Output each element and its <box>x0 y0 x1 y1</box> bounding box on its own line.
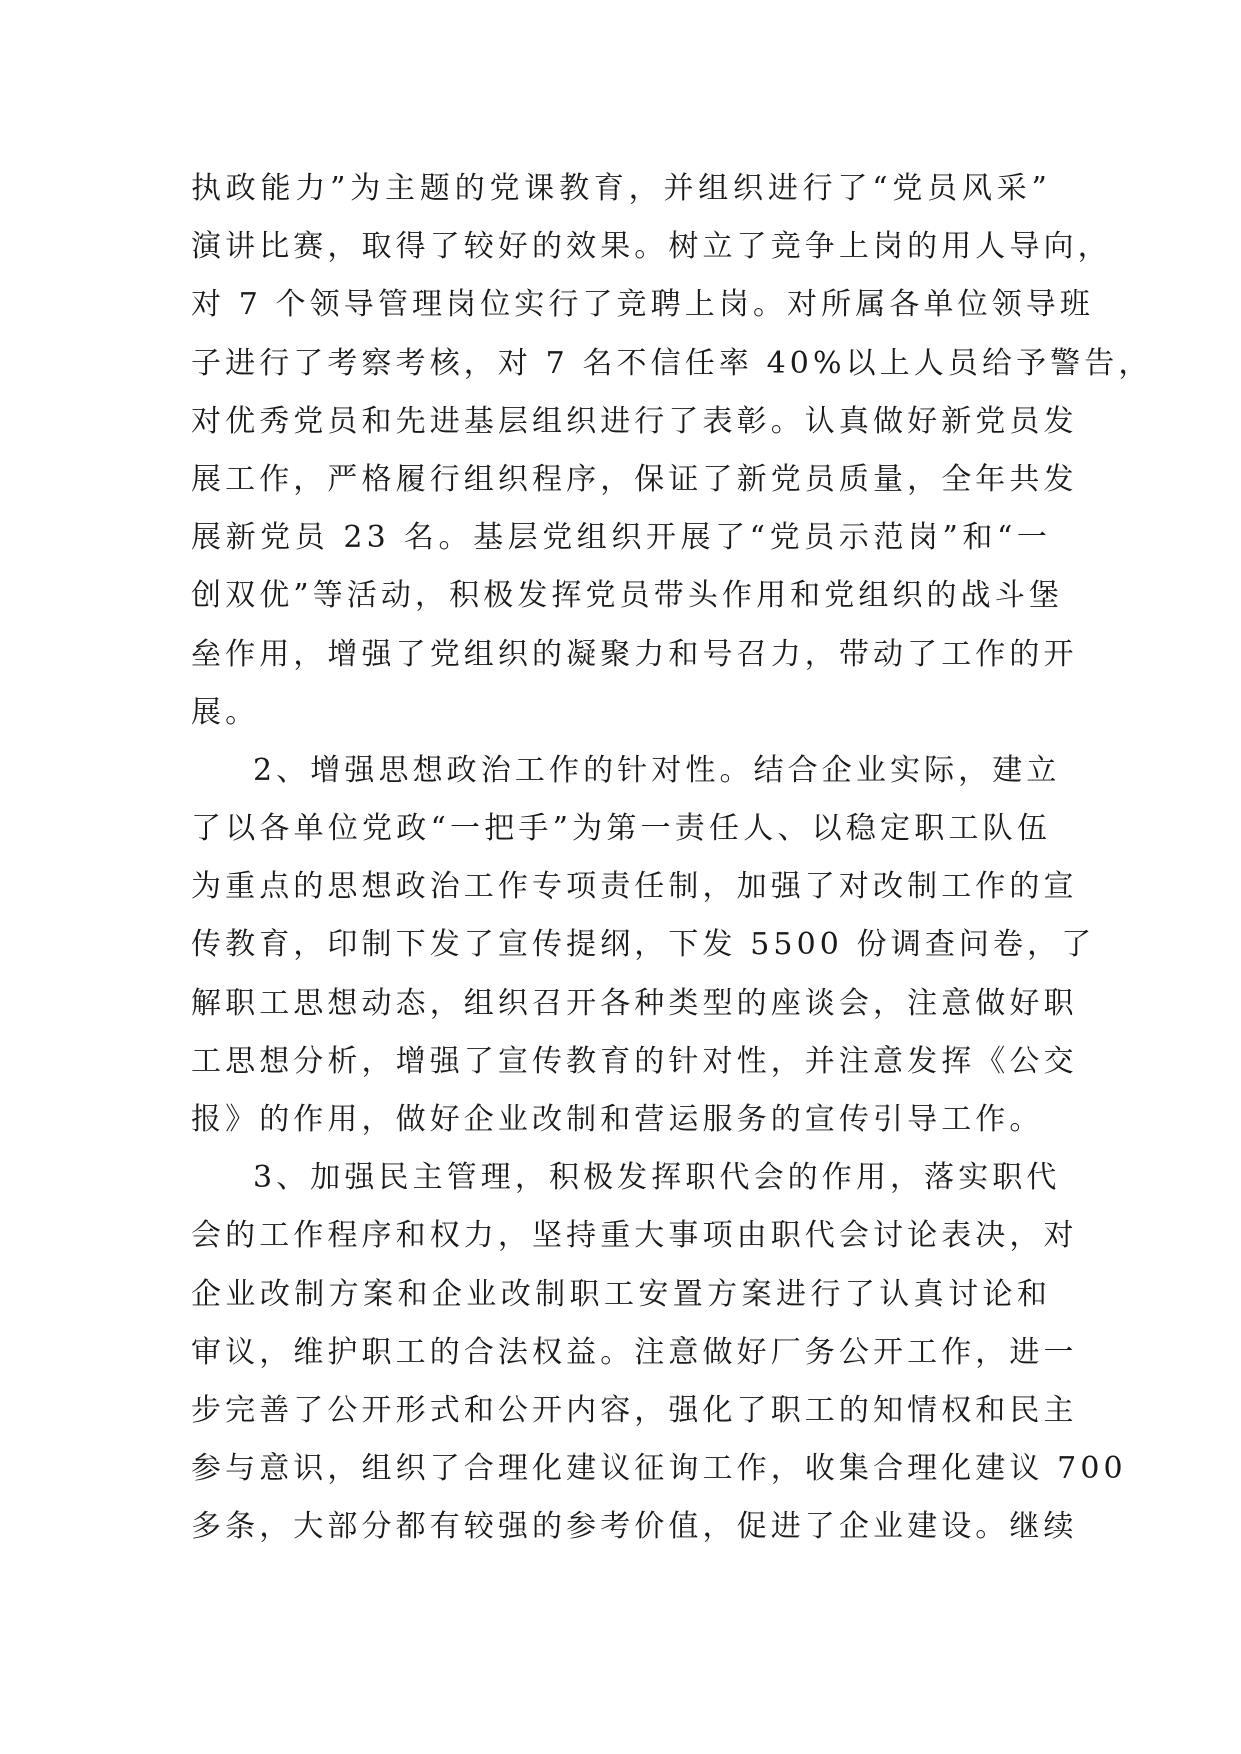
text-line: 企业改制方案和企业改制职工安置方案进行了认真讨论和 <box>191 1276 1051 1312</box>
body-text <box>191 160 1153 1557</box>
text-line: 步完善了公开形式和公开内容，强化了职工的知情权和民主 <box>191 1392 1078 1428</box>
text-line: 展新党员 23 名。基层党组织开展了“党员示范岗”和“一 <box>191 520 1051 556</box>
text-line: 垒作用，增强了党组织的凝聚力和号召力，带动了工作的开 <box>191 636 1078 672</box>
text-line: 审议，维护职工的合法权益。注意做好厂务公开工作，进一 <box>191 1334 1078 1370</box>
text-line: 展工作，严格履行组织程序，保证了新党员质量，全年共发 <box>191 461 1078 497</box>
text-line: 参与意识，组织了合理化建议征询工作，收集合理化建议 700 <box>191 1451 1127 1487</box>
paragraph-democratic-management <box>191 1149 1127 1556</box>
text-line: 传教育，印制下发了宣传提纲，下发 5500 份调查问卷，了 <box>191 927 1096 963</box>
text-line: 会的工作程序和权力，坚持重大事项由职代会讨论表决，对 <box>191 1218 1078 1254</box>
text-line: 对优秀党员和先进基层组织进行了表彰。认真做好新党员发 <box>191 403 1078 439</box>
text-line: 演讲比赛，取得了较好的效果。树立了竞争上岗的用人导向， <box>191 229 1112 265</box>
paragraph-ideological-work <box>191 742 1096 1149</box>
text-line: 解职工思想动态，组织召开各种类型的座谈会，注意做好职 <box>191 985 1078 1021</box>
paragraph-party-building <box>191 160 1153 742</box>
text-line: 展。 <box>191 694 260 730</box>
text-line: 子进行了考察考核，对 7 名不信任率 40%以上人员给予警告， <box>191 345 1153 381</box>
text-line: 工思想分析，增强了宣传教育的针对性，并注意发挥《公交 <box>191 1043 1078 1079</box>
text-line: 3、加强民主管理，积极发挥职代会的作用，落实职代 <box>253 1160 1061 1196</box>
text-line: 对 7 个领导管理岗位实行了竞聘上岗。对所属各单位领导班 <box>191 287 1094 323</box>
text-line: 2、增强思想政治工作的针对性。结合企业实际，建立 <box>253 752 1061 788</box>
text-line: 多条，大部分都有较强的参考价值，促进了企业建设。继续 <box>191 1509 1078 1545</box>
text-line: 了以各单位党政“一把手”为第一责任人、以稳定职工队伍 <box>191 811 1051 847</box>
text-line: 为重点的思想政治工作专项责任制，加强了对改制工作的宣 <box>191 869 1078 905</box>
text-line: 创双优”等活动，积极发挥党员带头作用和党组织的战斗堡 <box>191 578 1063 614</box>
text-line: 执政能力”为主题的党课教育，并组织进行了“党员风采” <box>191 171 1051 206</box>
text-line: 报》的作用，做好企业改制和营运服务的宣传引导工作。 <box>191 1102 1044 1137</box>
